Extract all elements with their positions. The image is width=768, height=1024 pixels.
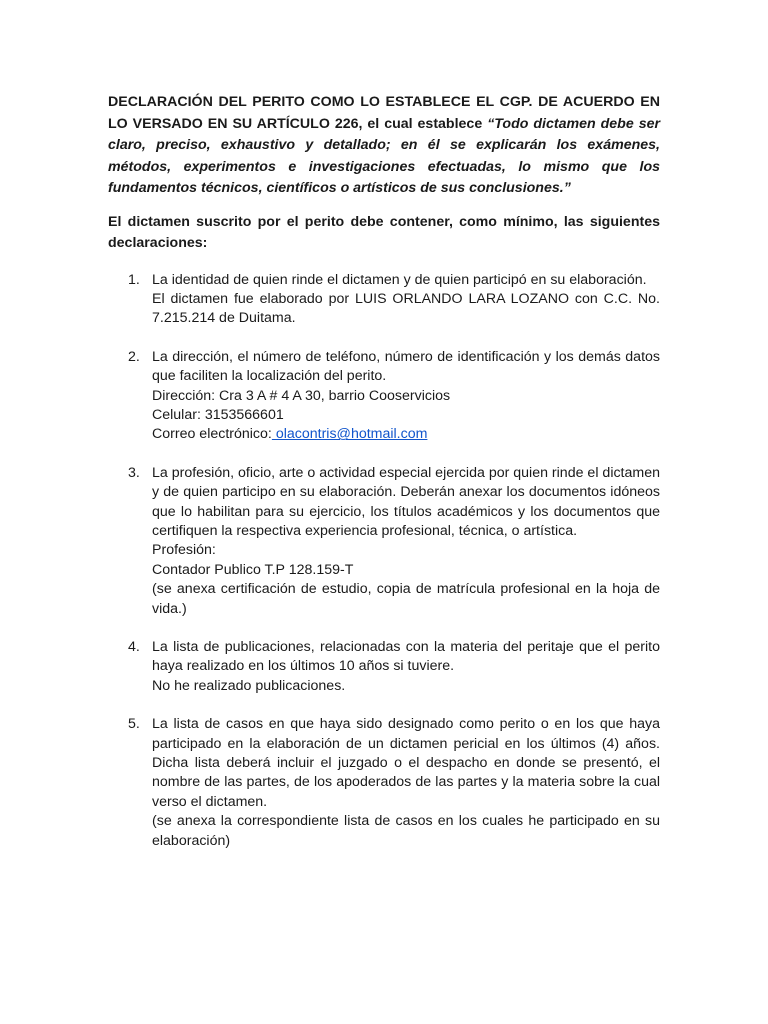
- item-description: La profesión, oficio, arte o actividad especial ejercida por quien rinde el dictamen y de quien participo en su elaboración. Deberán anexar los documentos idóneos que lo habilitan para su ejercicio, los títulos académicos y los documentos que certifiquen la respectiva experiencia profesional, técnica, o artística.: [152, 464, 660, 539]
- list-item: [108, 464, 660, 619]
- item-number: 3.: [128, 464, 140, 481]
- item-number: 1.: [128, 271, 140, 288]
- email-link[interactable]: olacontris@hotmail.com: [271, 426, 428, 443]
- document-heading: [108, 92, 660, 200]
- intro-paragraph: El dictamen suscrito por el perito debe contener, como mínimo, las siguientes declaraciones:: [108, 213, 660, 251]
- profession-label: Profesión:: [152, 542, 216, 559]
- document-page: [108, 92, 660, 870]
- profession-value: Contador Publico T.P 128.159-T: [152, 561, 354, 578]
- item-answer: No he realizado publicaciones.: [152, 677, 346, 694]
- address-line: Dirección: Cra 3 A # 4 A 30, barrio Cooservicios: [152, 387, 451, 404]
- email-label: Correo electrónico:: [152, 426, 272, 443]
- heading-bold-text: DECLARACIÓN DEL PERITO COMO LO ESTABLECE EL CGP. DE ACUERDO EN LO VERSADO EN SU ARTÍCULO 226, el cual establece: [108, 94, 660, 132]
- declarations-list: [108, 271, 660, 852]
- item-description: La dirección, el número de teléfono, número de identificación y los demás datos que faciliten la localización del perito.: [152, 348, 660, 385]
- item-description: La lista de publicaciones, relacionadas con la materia del peritaje que el perito haya realizado en los últimos 10 años si tuviere.: [152, 639, 660, 675]
- heading-quote: “Todo dictamen debe ser claro, preciso, exhaustivo y detallado; en él se explicarán los exámenes, métodos, experimentos e investigaciones efectuadas, lo mismo que los fundamentos técnicos, científicos o artísticos de sus conclusiones.”: [108, 115, 660, 196]
- item-description: La identidad de quien rinde el dictamen y de quien participó en su elaboración.: [152, 271, 647, 288]
- email-line: [152, 425, 660, 444]
- list-item: [108, 271, 660, 329]
- item-note: (se anexa la correspondiente lista de casos en los cuales he participado en su elaboración): [152, 813, 660, 849]
- item-number: 4.: [128, 639, 140, 655]
- list-item: [108, 348, 660, 445]
- item-number: 5.: [128, 716, 140, 733]
- list-item: [108, 715, 660, 851]
- item-answer: El dictamen fue elaborado por LUIS ORLANDO LARA LOZANO con C.C. No. 7.215.214 de Duitama.: [152, 290, 660, 327]
- item-number: 2.: [128, 348, 140, 365]
- item-note: (se anexa certificación de estudio, copia de matrícula profesional en la hoja de vida.): [152, 581, 660, 617]
- phone-line: Celular: 3153566601: [152, 406, 284, 423]
- item-description: La lista de casos en que haya sido designado como perito o en los que haya participado en la elaboración de un dictamen pericial en los últimos (4) años. Dicha lista deberá incluir el juzgado o el despacho en donde se presentó, el nombre de las partes, de los apoderados de las partes y la materia sobre la cual verso el dictamen.: [152, 716, 660, 810]
- list-item: [108, 638, 660, 696]
